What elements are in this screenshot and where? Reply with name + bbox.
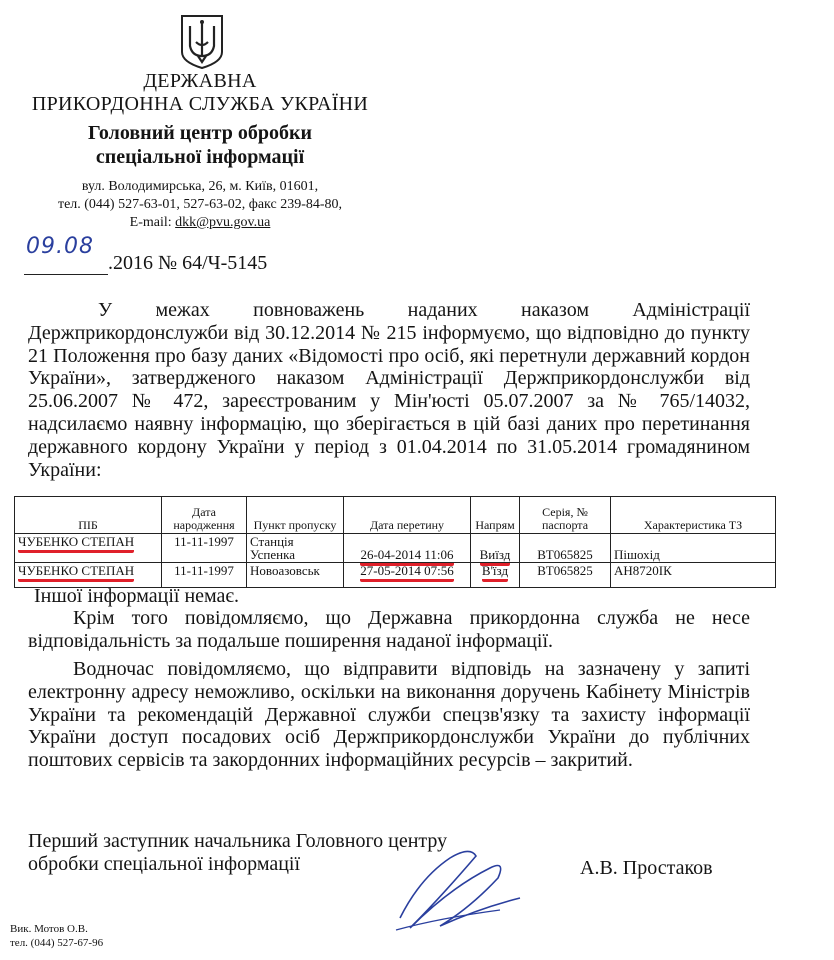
document-date	[24, 234, 268, 275]
email-restriction-paragraph: Водночас повідомляємо, що відправити відповідь на зазначену у запиті електронну адресу неможливо, оскільки на виконання доручень Кабінету Міністрів України та рекомендацій Державної служби спецзв'язку та захисту інформації України доступ посадових осіб Держприкордонслужби України до публічних поштових сервісів та закордонних інформаційних ресурсів – закритий.	[28, 658, 750, 772]
col-crossing-date: Дата перетину	[344, 497, 471, 534]
col-vehicle: Характеристика ТЗ	[611, 497, 776, 534]
cell-passport: ВТ065825	[520, 534, 611, 563]
signatory-title-line2: обробки спеціальної інформації	[28, 853, 301, 875]
cell-direction: Виїзд	[480, 547, 511, 566]
email-label: E-mail:	[129, 215, 176, 230]
cell-vehicle: АН8720ІК	[611, 563, 776, 588]
col-checkpoint: Пункт пропуску	[247, 497, 344, 534]
date-blank	[24, 234, 108, 275]
executor-phone: тел. (044) 527-67-96	[10, 937, 104, 949]
signatory-title-line1: Перший заступник начальника Головного центру	[28, 830, 448, 852]
email-line	[0, 214, 400, 232]
cell-direction: В'їзд	[482, 563, 508, 582]
cell-checkpoint: Новоазовськ	[247, 563, 344, 588]
executor-block	[10, 922, 103, 950]
main-paragraph: У межах повноважень наданих наказом Адміністрації Держприкордонслужби від 30.12.2014 № 215 інформуємо, що відповідно до пункту 21 Положення про базу даних «Відомості про осіб, які перетнули державний кордон України», затвердженого наказом Адміністрації Держприкордонслужби від 25.06.2007 № 472, зареєстрованим у Мін'юсті 05.07.2007 за № 765/14032, надсилаємо наявну інформацію, що зберігається в цій базі даних про перетинання державного кордону України у період з 01.04.2014 по 31.05.2014 громадянином України:	[28, 299, 750, 481]
executor-name: Вик. Мотов О.В.	[10, 923, 88, 935]
cell-name: ЧУБЕНКО СТЕПАН	[18, 534, 134, 553]
address-block	[0, 178, 400, 232]
center-name-line1: Головний центр обробки	[87, 122, 313, 144]
cell-checkpoint: Станція Успенка	[247, 534, 344, 563]
cell-name: ЧУБЕНКО СТЕПАН	[18, 563, 134, 582]
org-name-line1: ДЕРЖАВНА	[143, 70, 257, 92]
col-birthdate: Дата народження	[162, 497, 247, 534]
cell-passport: ВТ065825	[520, 563, 611, 588]
table-row	[15, 563, 776, 588]
date-number: .2016 № 64/Ч-5145	[108, 252, 268, 274]
cell-birthdate: 11-11-1997	[162, 563, 247, 588]
responsibility-paragraph: Крім того повідомляємо, що Державна прикордонна служба не несе відповідальність за подальше поширення наданої інформації.	[28, 607, 750, 652]
handwritten-date: 09.08	[26, 234, 94, 259]
address-line: вул. Володимирська, 26, м. Київ, 01601,	[81, 179, 319, 194]
phones-line: тел. (044) 527-63-01, 527-63-02, факс 239-84-80,	[57, 197, 343, 212]
trident-emblem-icon	[178, 12, 226, 70]
cell-vehicle: Пішохід	[611, 534, 776, 563]
handwritten-signature-icon	[380, 838, 540, 938]
col-passport: Серія, № паспорта	[520, 497, 611, 534]
col-direction: Напрям	[471, 497, 520, 534]
signatory-name: А.В. Простаков	[580, 857, 713, 879]
org-name-line2: ПРИКОРДОННА СЛУЖБА УКРАЇНИ	[31, 93, 369, 115]
cell-birthdate: 11-11-1997	[162, 534, 247, 563]
col-name: ПІБ	[15, 497, 162, 534]
cell-crossing-date: 26-04-2014 11:06	[360, 547, 453, 566]
center-name-line2: спеціальної інформації	[95, 146, 305, 168]
email-link[interactable]: dkk@pvu.gov.ua	[175, 215, 271, 230]
cell-crossing-date: 27-05-2014 07:56	[360, 563, 454, 582]
table-row	[15, 534, 776, 563]
crossing-table	[14, 496, 776, 588]
table-header-row	[15, 497, 776, 534]
no-other-info-note: Іншої інформації немає.	[34, 585, 240, 607]
